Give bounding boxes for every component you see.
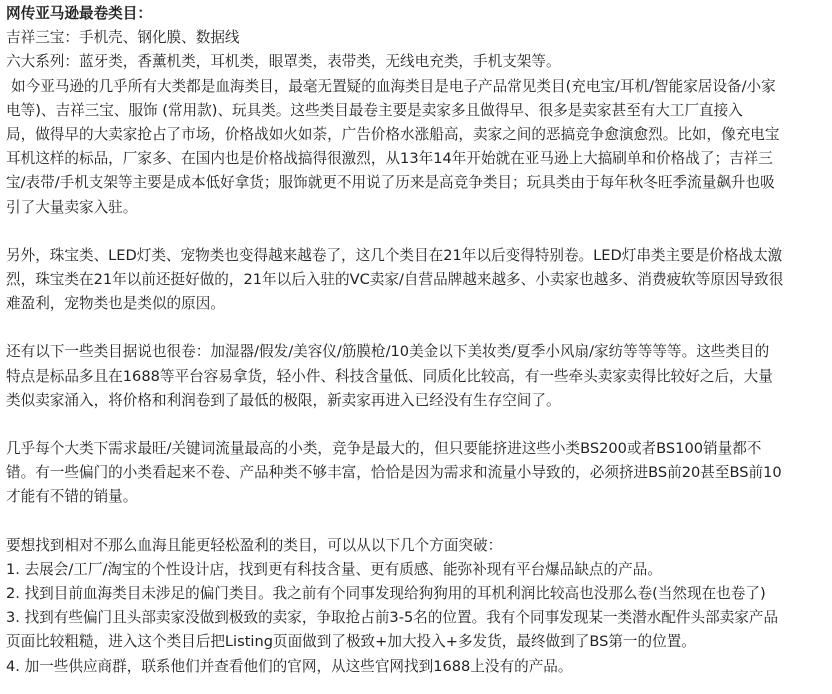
list-item-continuation: 页面比较粗糙，进入这个类目后把Listing页面做到了极致+加大投入+多发货，最终做到了BS第一的位置。 (6, 633, 696, 651)
paragraph-other-categories (6, 244, 818, 317)
list-item: 1. 去展会/工厂/淘宝的个性设计店，找到更有科技含量、更有质感、能弥补现有平台爆品缺点的产品。 (6, 560, 662, 578)
text-line: 几乎每个大类下需求最旺/关键词流量最高的小类，竞争是最大的，但只要能挤进这些小类BS200或者BS100销量都不 (6, 440, 762, 458)
text-line: 烈，珠宝类在21年以前还挺好做的，21年以后入驻的VC卖家/自营品牌越来越多、小卖家也越多、消费疲软等原因导致很 (6, 271, 784, 289)
paragraph-gap (6, 220, 818, 244)
paragraph-gap (6, 413, 818, 437)
text-line: 引了大量卖家入驻。 (6, 198, 138, 216)
paragraph-rumored-categories (6, 340, 818, 413)
paragraph-gap (6, 316, 818, 340)
article-title: 网传亚马逊最卷类目： (6, 5, 152, 22)
text-line: 类似卖家涌入，将价格和利润卷到了最低的极限，新卖家再进入已经没有生存空间了。 (6, 391, 561, 409)
paragraph-gap (6, 510, 818, 534)
paragraph-overview (6, 75, 818, 220)
text-line: 耳机这样的标品，厂家多、在国内也是价格战搞得很激烈，从13年14年开始就在亚马逊上大搞刷单和价格战了；吉祥三 (6, 150, 773, 168)
text-line: 如今亚马逊的几乎所有大类都是血海类目，最毫无置疑的血海类目是电子产品常见类目(充电宝/耳机/智能家居设备/小家 (11, 77, 776, 95)
text-line: 还有以下一些类目据说也很卷：加湿器/假发/美容仪/筋膜枪/10美金以下美妆类/夏季小风扇/家纺等等等等。这些类目的 (6, 343, 770, 361)
intro-line-1: 吉祥三宝：手机壳、钢化膜、数据线 (6, 29, 240, 47)
text-line: 难盈利，宠物类也是类似的原因。 (6, 295, 225, 313)
text-line: 另外，珠宝类、LED灯类、宠物类也变得越来越卷了，这几个类目在21年以后变得特别卷。LED灯串类主要是价格战太激 (6, 246, 783, 264)
list-item: 3. 找到有些偏门且头部卖家没做到极致的卖家，争取抢占前3-5名的位置。我有个同事发现某一类潜水配件头部卖家产品 (6, 609, 779, 627)
paragraph-subcategories (6, 437, 818, 510)
list-item: 4. 加一些供应商群，联系他们并查看他们的官网，从这些官网找到1688上没有的产品。 (6, 657, 573, 675)
text-line: 错。有一些偏门的小类看起来不卷、产品种类不够丰富，恰恰是因为需求和流量小导致的，必须挤进BS前20甚至BS前10 (6, 464, 782, 482)
text-line: 特点是标品多且在1688等平台容易拿货，轻小件、科技含量低、同质化比较高，有一些牵头卖家卖得比较好之后，大量 (6, 367, 773, 385)
text-line: 宝/表带/手机支架等主要是成本低好拿货；服饰就更不用说了历来是高竞争类目；玩具类由于每年秋冬旺季流量飙升也吸 (6, 174, 775, 192)
text-line: 才能有不错的销量。 (6, 488, 138, 506)
intro-line-2: 六大系列：蓝牙类，香薰机类，耳机类，眼罩类，表带类，无线电充类，手机支架等。 (6, 53, 561, 71)
text-line: 要想找到相对不那么血海且能更轻松盈利的类目，可以从以下几个方面突破： (6, 536, 503, 554)
list-item: 2. 找到目前血海类目未涉足的偏门类目。我之前有个同事发现给狗狗用的耳机利润比较高也没那么卷(当然现在也卷了) (6, 585, 766, 603)
text-line: 电等)、吉祥三宝、服饰 (常用款)、玩具类。这些类目最卷主要是卖家多且做得早、很多是卖家甚至有大工厂直接入 (6, 101, 743, 119)
paragraph-tips (6, 534, 818, 679)
text-line: 局，做得早的大卖家抢占了市场，价格战如火如荼，广告价格水涨船高，卖家之间的恶搞竞争愈演愈烈。比如，像充电宝 (6, 126, 780, 144)
